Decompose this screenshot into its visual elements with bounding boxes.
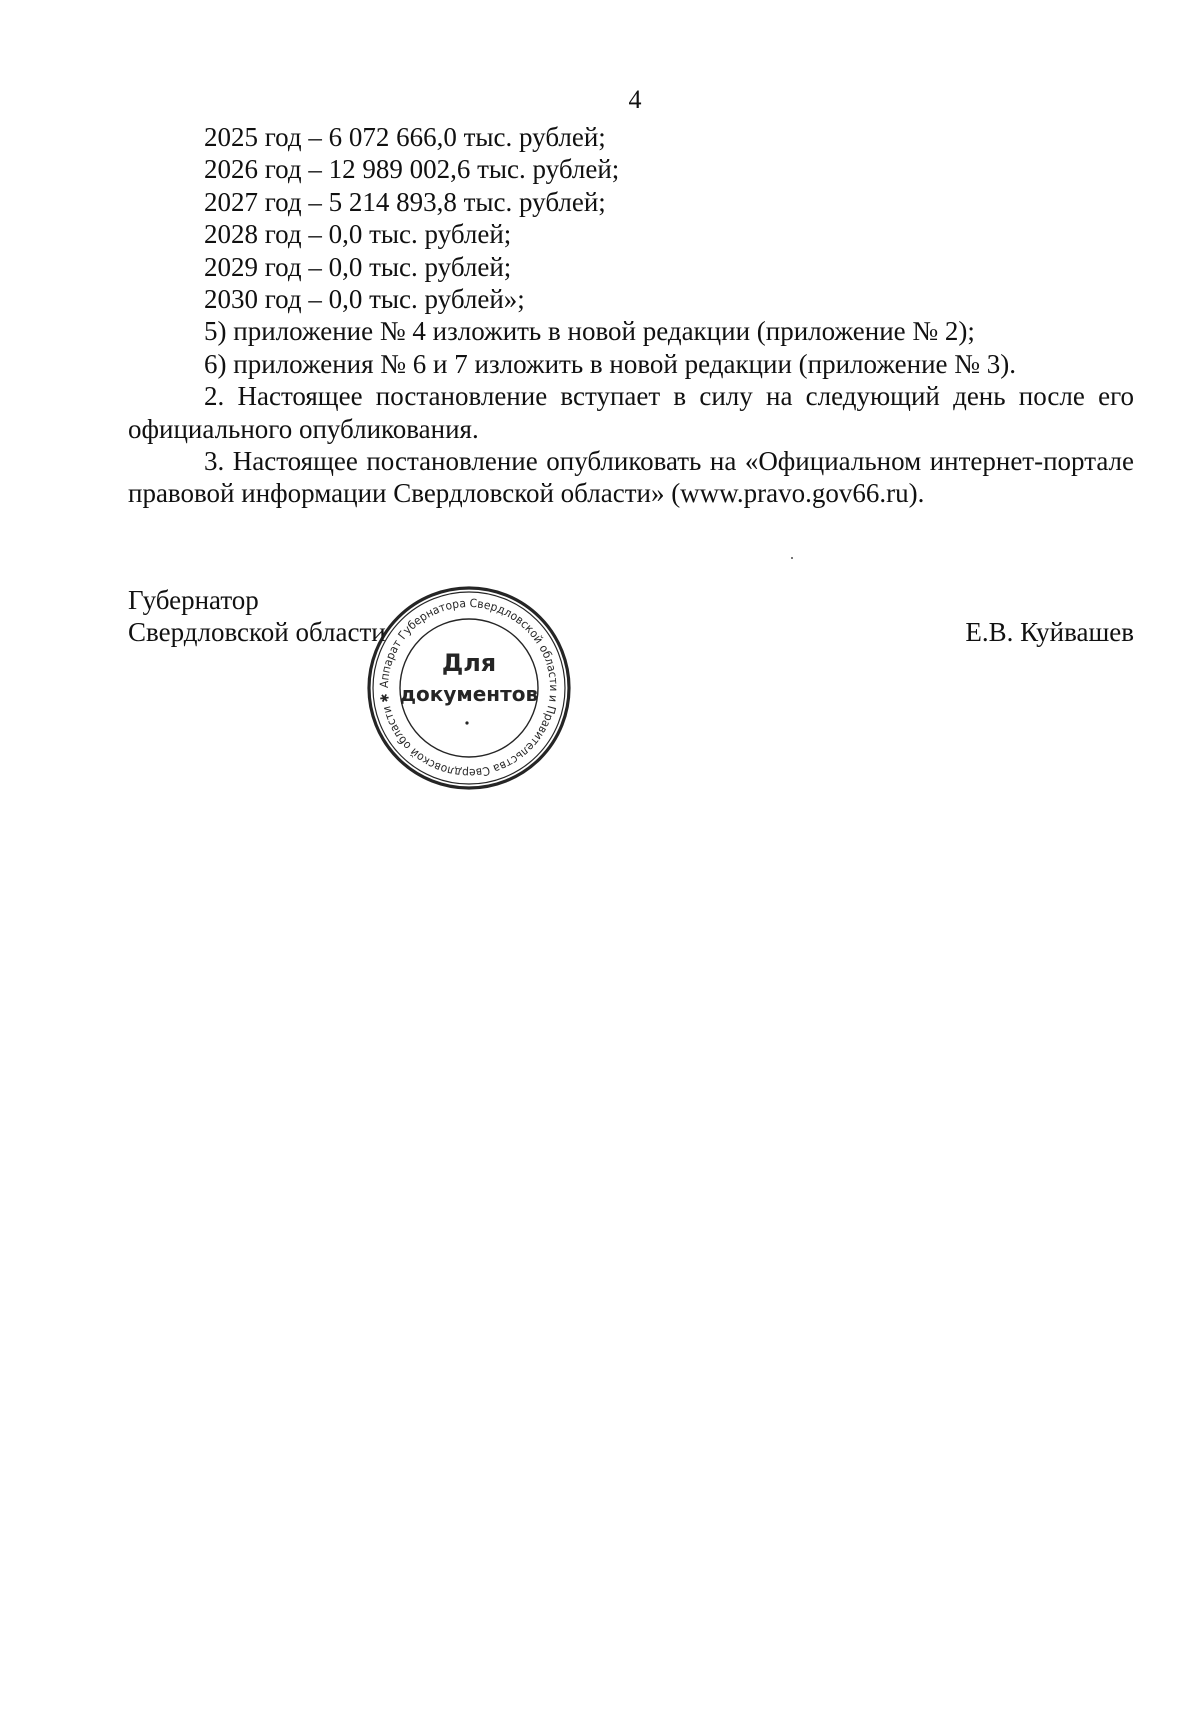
signer-title-line-1: Губернатор [128,585,259,615]
amendment-item-6: 6) приложения № 6 и 7 изложить в новой редакции (приложение № 3). [204,348,1017,379]
funding-line-2030: 2030 год – 0,0 тыс. рублей»; [204,284,525,315]
funding-line-2029: 2029 год – 0,0 тыс. рублей; [204,251,512,282]
funding-line-2026: 2026 год – 12 989 002,6 тыс. рублей; [204,154,620,185]
scan-speck [791,557,793,559]
funding-line-2025: 2025 год – 6 072 666,0 тыс. рублей; [204,122,606,152]
stamp-center-line-1: Для [441,649,497,677]
official-seal-stamp [364,583,574,793]
page-number: 4 [628,85,642,114]
funding-line-2028: 2028 год – 0,0 тыс. рублей; [204,219,512,250]
signer-name: Е.В. Куйвашев [965,617,1134,648]
stamp-center-line-2: документов [399,682,539,706]
signature-block [128,584,1134,649]
signer-title-line-2: Свердловской области [128,617,386,648]
stamp-center-dot [465,721,468,724]
clause-2-entry-into-force: 2. Настоящее постановление вступает в силу на следующий день после его официального опубликования. [128,381,1134,444]
stamp-ring-text: Аппарат Губернатора Свердловской области и Правительства Свердловской области ✱ [376,595,562,781]
amendment-item-5: 5) приложение № 4 изложить в новой редакции (приложение № 2); [204,316,975,347]
document-body [128,121,1134,510]
clause-3-publication: 3. Настоящее постановление опубликовать на «Официальном интернет-портале правовой информации Свердловской области» (www.pravo.gov66.ru). [128,446,1134,509]
funding-line-2027: 2027 год – 5 214 893,8 тыс. рублей; [204,186,606,217]
